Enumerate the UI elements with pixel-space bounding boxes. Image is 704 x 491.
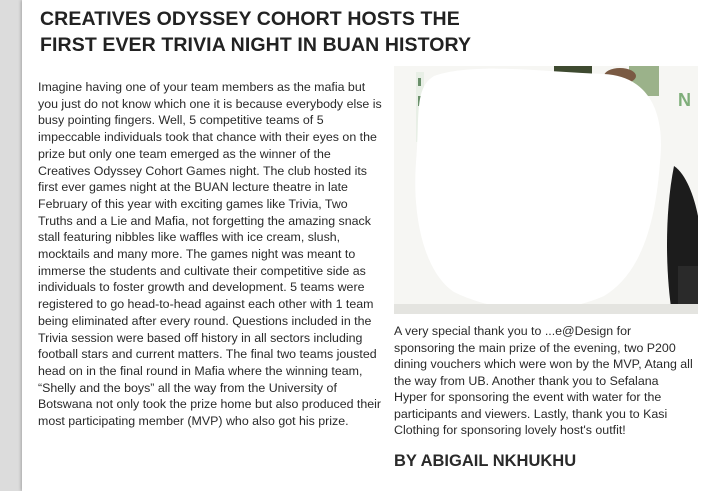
article-body: Imagine having one of your team members as the mafia but you just do not know which one it is because everybody else is busy pointing fingers. Well, 5 competitive teams of 5 impeccable individuals took that chance with their eyes on the prize but only one team emerged as the winner of the Creatives Odyssey Cohort Games night. The club hosted its first ever games night at the BUAN lecture theatre in late February of this year with exciting games like Trivia, Two Truths and a Lie and Mafia, not forgetting the amazing snack stall featuring nibbles like waffles with ice cream, slush, mocktails and many more. The games night was meant to immerse the students and cultivate their competitive side as individuals to foster growth and development. 5 teams were registered to go head-to-head against each other with 1 team being eliminated after every round. Questions included in the Trivia session were based off history in all sectors including football stars and current matters. The final two teams jousted head on in the final round in Mafia where the winning team, “Shelly and the boys” all the way from the University of Botswana not only took the prize home but also produced their most participating member (MVP) who also got his prize. xyxy=(38,80,382,429)
event-photo xyxy=(394,66,698,314)
article-byline: BY ABIGAIL NKHUKHU xyxy=(394,452,577,470)
sponsor-thanks: A very special thank you to ...e@Design for sponsoring the main prize of the evening, two P200 dining vouchers which were won by the MVP, Atang all the way from UB. Another thank you to Sefalana Hyper for sponsoring the event with water for the participants and viewers. Lastly, thank you to Kasi Clothing for sponsoring lovely host's outfit! xyxy=(394,324,693,437)
article-title: CREATIVES ODYSSEY COHORT HOSTS THE FIRST EVER TRIVIA NIGHT IN BUAN HISTORY xyxy=(40,8,472,56)
event-photo-illustration xyxy=(394,66,698,314)
article-page xyxy=(22,0,704,491)
wall-sign-letter: N xyxy=(678,90,691,110)
